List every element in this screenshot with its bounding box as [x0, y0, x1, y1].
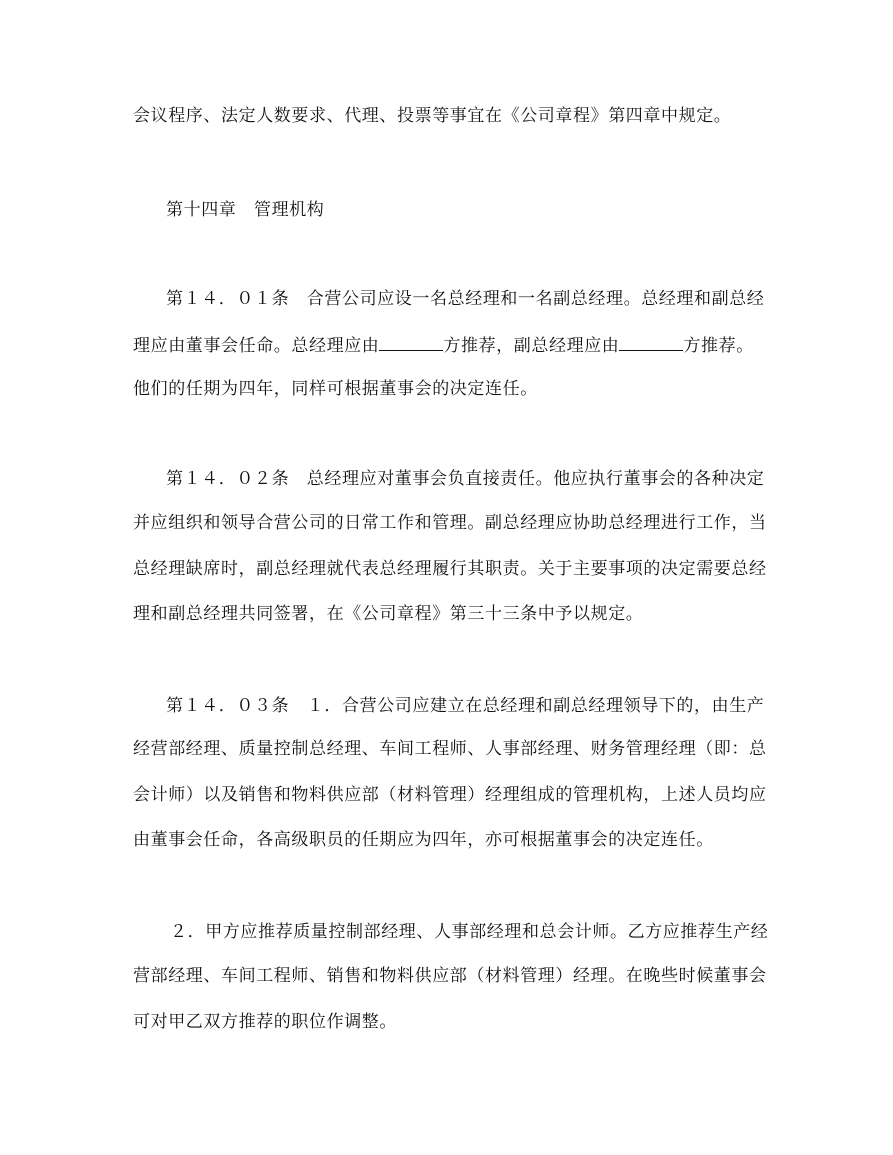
article-14-03-item-2-line-3: 可对甲乙双方推荐的职位作调整。	[133, 1012, 397, 1032]
article-14-02-line-4: 理和副总经理共同签署，在《公司章程》第三十三条中予以规定。	[133, 604, 644, 624]
article-14-01-line-1: 第１４．０１条 合营公司应设一名总经理和一名副总经理。总经理和副总经	[166, 289, 765, 309]
article-14-02-line-1: 第１４．０２条 总经理应对董事会负直接责任。他应执行董事会的各种决定	[166, 469, 765, 489]
text-segment: 方推荐，副总经理应由	[443, 336, 620, 356]
article-14-01-line-3: 他们的任期为四年，同样可根据董事会的决定连任。	[133, 379, 538, 399]
article-14-03-line-1: 第１４．０３条 １．合营公司应建立在总经理和副总经理领导下的，由生产	[166, 696, 765, 716]
paragraph-line: 会议程序、法定人数要求、代理、投票等事宜在《公司章程》第四章中规定。	[133, 106, 732, 126]
article-14-03-line-4: 由董事会任命，各高级职员的任期应为四年，亦可根据董事会的决定连任。	[133, 830, 714, 850]
chapter-heading: 第十四章 管理机构	[166, 200, 325, 220]
fill-in-blank	[619, 334, 683, 351]
article-14-02-line-3: 总经理缺席时，副总经理就代表总经理履行其职责。关于主要事项的决定需要总经	[133, 559, 767, 579]
text-segment: 理应由董事会任命。总经理应由	[133, 336, 380, 356]
text-segment: 方推荐。	[683, 336, 754, 356]
article-14-03-line-2: 经营部经理、质量控制总经理、车间工程师、人事部经理、财务管理经理（即：总	[133, 739, 767, 759]
article-14-03-item-2-line-1: ２．甲方应推荐质量控制部经理、人事部经理和总会计师。乙方应推荐生产经	[170, 922, 769, 942]
article-14-03-item-2-line-2: 营部经理、车间工程师、销售和物料供应部（材料管理）经理。在晚些时候董事会	[133, 966, 767, 986]
article-14-02-line-2: 并应组织和领导合营公司的日常工作和管理。副总经理应协助总经理进行工作，当	[133, 513, 767, 533]
article-14-01-line-2	[133, 334, 773, 358]
fill-in-blank	[379, 334, 443, 351]
article-14-03-line-3: 会计师）以及销售和物料供应部（材料管理）经理组成的管理机构，上述人员均应	[133, 785, 767, 805]
